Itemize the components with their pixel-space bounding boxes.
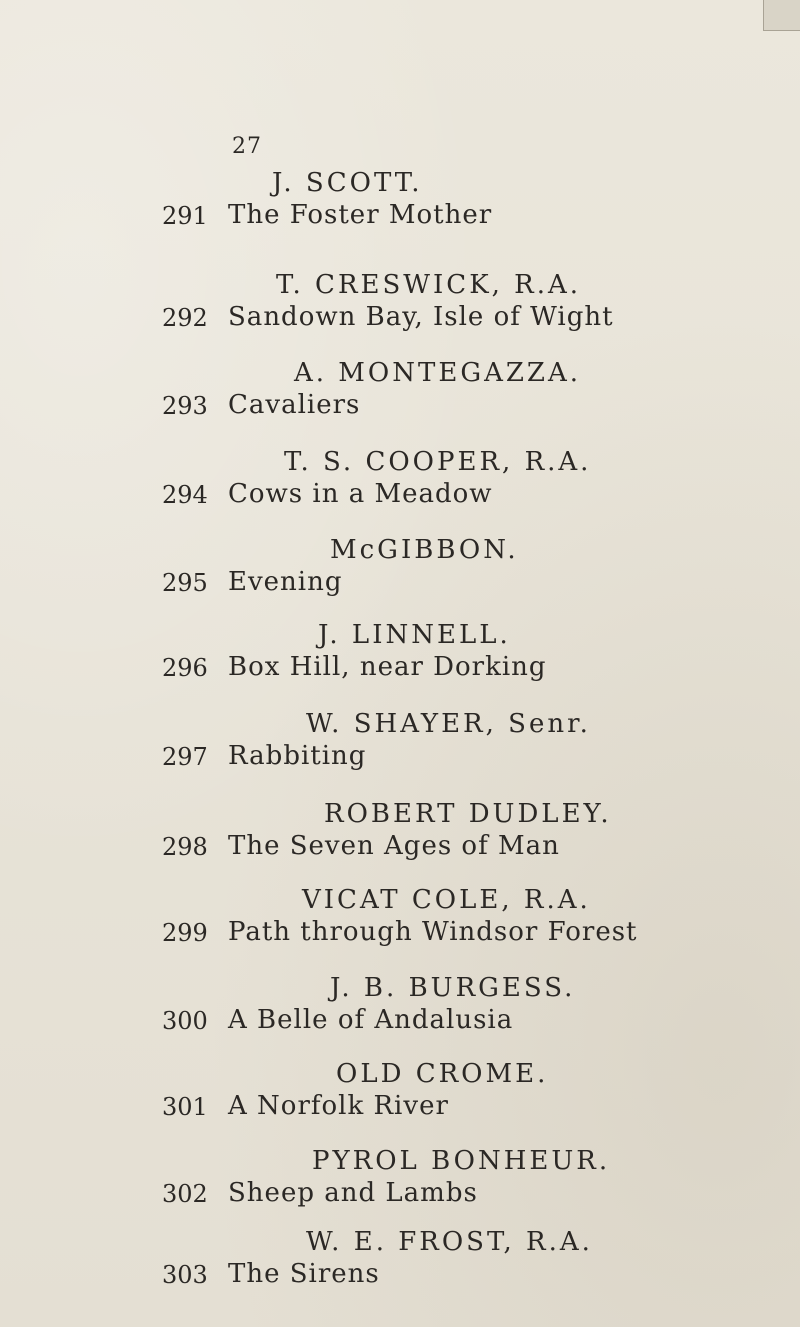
lot-number: 300 — [162, 1007, 208, 1035]
lot-number: 299 — [162, 919, 208, 947]
catalogue-entry — [0, 885, 800, 985]
artwork-title: Cows in a Meadow — [228, 479, 493, 509]
catalogue-entry — [0, 799, 800, 899]
lot-number: 295 — [162, 569, 208, 597]
catalogue-entry — [0, 620, 800, 720]
artist-name: McGIBBON. — [330, 535, 519, 565]
artwork-title: The Foster Mother — [228, 200, 493, 230]
lot-number: 292 — [162, 304, 208, 332]
artwork-title: A Belle of Andalusia — [228, 1005, 514, 1035]
catalogue-entry — [0, 358, 800, 458]
catalogue-entry — [0, 447, 800, 547]
artwork-title: Sheep and Lambs — [228, 1178, 478, 1208]
artwork-title: The Seven Ages of Man — [228, 831, 560, 861]
artwork-title: Box Hill, near Dorking — [228, 652, 547, 682]
catalogue-entry — [0, 168, 800, 268]
artwork-title: Evening — [228, 567, 343, 597]
catalogue-entry — [0, 1059, 800, 1159]
artist-name: ROBERT DUDLEY. — [324, 799, 612, 829]
artwork-title: Sandown Bay, Isle of Wight — [228, 302, 614, 332]
artist-name: VICAT COLE, R.A. — [302, 885, 591, 915]
artwork-title: A Norfolk River — [228, 1091, 449, 1121]
artist-name: A. MONTEGAZZA. — [294, 358, 582, 388]
catalogue-entry — [0, 1227, 800, 1327]
artwork-title: Rabbiting — [228, 741, 367, 771]
artwork-title: Cavaliers — [228, 390, 361, 420]
artist-name: W. E. FROST, R.A. — [306, 1227, 593, 1257]
catalogue-entry — [0, 270, 800, 370]
page-number: 27 — [232, 134, 262, 159]
catalogue-entry — [0, 709, 800, 809]
artist-name: J. SCOTT. — [272, 168, 423, 198]
artist-name: T. S. COOPER, R.A. — [284, 447, 592, 477]
lot-number: 301 — [162, 1093, 208, 1121]
artist-name: W. SHAYER, Senr. — [306, 709, 591, 739]
lot-number: 294 — [162, 481, 208, 509]
artist-name: J. LINNELL. — [318, 620, 511, 650]
lot-number: 303 — [162, 1261, 208, 1289]
artist-name: OLD CROME. — [336, 1059, 549, 1089]
artist-name: PYROL BONHEUR. — [312, 1146, 611, 1176]
lot-number: 293 — [162, 392, 208, 420]
lot-number: 298 — [162, 833, 208, 861]
catalogue-entry — [0, 973, 800, 1073]
artwork-title: The Sirens — [228, 1259, 380, 1289]
page-corner-fold — [763, 0, 800, 31]
artist-name: J. B. BURGESS. — [330, 973, 576, 1003]
artwork-title: Path through Windsor Forest — [228, 917, 638, 947]
lot-number: 302 — [162, 1180, 208, 1208]
lot-number: 297 — [162, 743, 208, 771]
artist-name: T. CRESWICK, R.A. — [276, 270, 582, 300]
lot-number: 296 — [162, 654, 208, 682]
lot-number: 291 — [162, 202, 208, 230]
